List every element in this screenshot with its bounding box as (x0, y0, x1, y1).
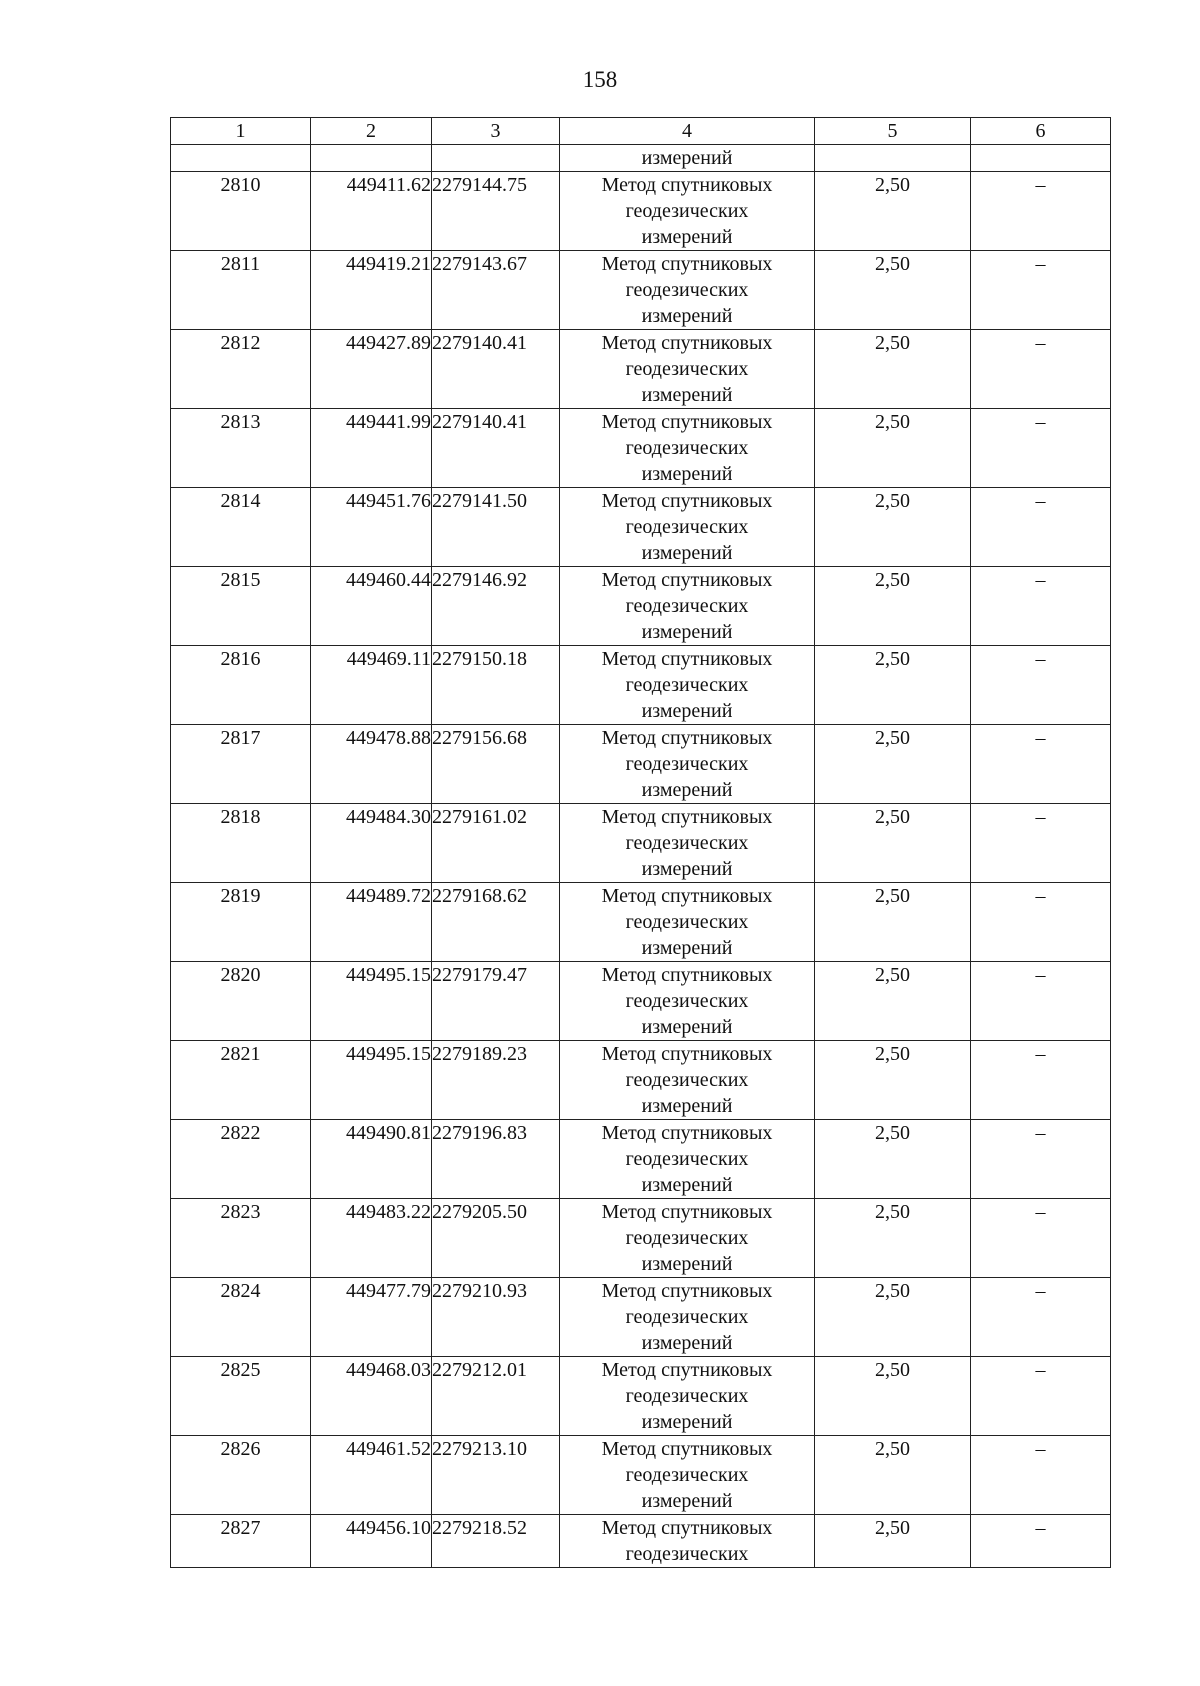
method-cell (560, 172, 815, 251)
y-coordinate: 2279196.83 (432, 1120, 560, 1199)
header-cell: 6 (971, 118, 1111, 145)
note-value: – (971, 1515, 1111, 1568)
method-line: Метод спутниковых (601, 1043, 773, 1065)
point-number: 2814 (171, 488, 311, 567)
table-row (171, 1199, 1111, 1278)
table-row (171, 1120, 1111, 1199)
y-coordinate: 2279144.75 (432, 172, 560, 251)
method-cell (560, 488, 815, 567)
method-line: геодезических (625, 516, 749, 538)
note-value: – (971, 1436, 1111, 1515)
accuracy-value: 2,50 (815, 883, 971, 962)
point-number: 2812 (171, 330, 311, 409)
header-cell: 4 (560, 118, 815, 145)
empty-cell (311, 145, 432, 172)
point-number: 2821 (171, 1041, 311, 1120)
header-cell: 3 (432, 118, 560, 145)
x-coordinate: 449495.15 (311, 962, 432, 1041)
note-value: – (971, 1199, 1111, 1278)
accuracy-value: 2,50 (815, 1278, 971, 1357)
empty-cell (815, 145, 971, 172)
accuracy-value: 2,50 (815, 251, 971, 330)
x-coordinate: 449478.88 (311, 725, 432, 804)
method-line: Метод спутниковых (601, 1517, 773, 1539)
point-number: 2810 (171, 172, 311, 251)
accuracy-value: 2,50 (815, 962, 971, 1041)
continuation-text: измерений (560, 145, 815, 172)
method-line: Метод спутниковых (601, 648, 773, 670)
method-line: геодезических (625, 1543, 749, 1565)
point-number: 2818 (171, 804, 311, 883)
y-coordinate: 2279212.01 (432, 1357, 560, 1436)
method-line: измерений (641, 1253, 733, 1275)
y-coordinate: 2279150.18 (432, 646, 560, 725)
y-coordinate: 2279140.41 (432, 330, 560, 409)
accuracy-value: 2,50 (815, 567, 971, 646)
x-coordinate: 449419.21 (311, 251, 432, 330)
y-coordinate: 2279146.92 (432, 567, 560, 646)
accuracy-value: 2,50 (815, 1041, 971, 1120)
point-number: 2815 (171, 567, 311, 646)
x-coordinate: 449468.03 (311, 1357, 432, 1436)
method-line: измерений (641, 1490, 733, 1512)
method-line: измерений (641, 779, 733, 801)
method-line: измерений (641, 1095, 733, 1117)
method-line: измерений (641, 542, 733, 564)
method-line: Метод спутниковых (601, 1359, 773, 1381)
note-value: – (971, 1120, 1111, 1199)
y-coordinate: 2279189.23 (432, 1041, 560, 1120)
method-line: измерений (641, 1016, 733, 1038)
point-number: 2827 (171, 1515, 311, 1568)
method-line: геодезических (625, 437, 749, 459)
note-value: – (971, 646, 1111, 725)
method-line: измерений (641, 621, 733, 643)
method-cell (560, 1199, 815, 1278)
method-line: Метод спутниковых (601, 253, 773, 275)
header-cell: 5 (815, 118, 971, 145)
y-coordinate: 2279140.41 (432, 409, 560, 488)
x-coordinate: 449469.11 (311, 646, 432, 725)
method-cell (560, 251, 815, 330)
method-line: измерений (641, 305, 733, 327)
table-row (171, 172, 1111, 251)
page-number: 158 (582, 67, 618, 92)
method-line: Метод спутниковых (601, 885, 773, 907)
point-number: 2822 (171, 1120, 311, 1199)
y-coordinate: 2279161.02 (432, 804, 560, 883)
y-coordinate: 2279179.47 (432, 962, 560, 1041)
note-value: – (971, 488, 1111, 567)
note-value: – (971, 251, 1111, 330)
method-line: измерений (641, 226, 733, 248)
x-coordinate: 449411.62 (311, 172, 432, 251)
table-row (171, 804, 1111, 883)
method-cell (560, 646, 815, 725)
header-cell: 1 (171, 118, 311, 145)
method-cell (560, 1515, 815, 1568)
y-coordinate: 2279143.67 (432, 251, 560, 330)
method-line: Метод спутниковых (601, 332, 773, 354)
accuracy-value: 2,50 (815, 1120, 971, 1199)
point-number: 2811 (171, 251, 311, 330)
note-value: – (971, 409, 1111, 488)
method-line: геодезических (625, 911, 749, 933)
method-line: измерений (641, 858, 733, 880)
method-line: геодезических (625, 1385, 749, 1407)
method-cell (560, 1120, 815, 1199)
method-line: измерений (641, 937, 733, 959)
method-line: Метод спутниковых (601, 174, 773, 196)
method-line: геодезических (625, 832, 749, 854)
method-cell (560, 804, 815, 883)
x-coordinate: 449489.72 (311, 883, 432, 962)
note-value: – (971, 883, 1111, 962)
x-coordinate: 449483.22 (311, 1199, 432, 1278)
note-value: – (971, 567, 1111, 646)
x-coordinate: 449427.89 (311, 330, 432, 409)
note-value: – (971, 725, 1111, 804)
accuracy-value: 2,50 (815, 1436, 971, 1515)
method-cell (560, 330, 815, 409)
method-line: геодезических (625, 279, 749, 301)
header-cell: 2 (311, 118, 432, 145)
method-line: геодезических (625, 674, 749, 696)
accuracy-value: 2,50 (815, 804, 971, 883)
table-row (171, 409, 1111, 488)
x-coordinate: 449490.81 (311, 1120, 432, 1199)
y-coordinate: 2279210.93 (432, 1278, 560, 1357)
method-line: геодезических (625, 1069, 749, 1091)
table-row (171, 1515, 1111, 1568)
method-line: геодезических (625, 990, 749, 1012)
method-cell (560, 567, 815, 646)
y-coordinate: 2279168.62 (432, 883, 560, 962)
table-row (171, 567, 1111, 646)
empty-cell (971, 145, 1111, 172)
method-line: геодезических (625, 200, 749, 222)
method-cell (560, 409, 815, 488)
table-row (171, 1041, 1111, 1120)
method-line: Метод спутниковых (601, 964, 773, 986)
table-row (171, 646, 1111, 725)
accuracy-value: 2,50 (815, 488, 971, 567)
y-coordinate: 2279218.52 (432, 1515, 560, 1568)
empty-cell (432, 145, 560, 172)
table-row (171, 962, 1111, 1041)
x-coordinate: 449441.99 (311, 409, 432, 488)
accuracy-value: 2,50 (815, 330, 971, 409)
accuracy-value: 2,50 (815, 172, 971, 251)
point-number: 2823 (171, 1199, 311, 1278)
note-value: – (971, 804, 1111, 883)
method-line: Метод спутниковых (601, 411, 773, 433)
header-row (171, 118, 1111, 145)
note-value: – (971, 1041, 1111, 1120)
method-line: Метод спутниковых (601, 1122, 773, 1144)
x-coordinate: 449495.15 (311, 1041, 432, 1120)
x-coordinate: 449460.44 (311, 567, 432, 646)
method-line: Метод спутниковых (601, 569, 773, 591)
x-coordinate: 449456.10 (311, 1515, 432, 1568)
x-coordinate: 449484.30 (311, 804, 432, 883)
note-value: – (971, 172, 1111, 251)
method-cell (560, 1278, 815, 1357)
point-number: 2813 (171, 409, 311, 488)
method-line: геодезических (625, 1464, 749, 1486)
method-line: Метод спутниковых (601, 490, 773, 512)
table-row (171, 330, 1111, 409)
table-row (171, 1357, 1111, 1436)
y-coordinate: 2279213.10 (432, 1436, 560, 1515)
method-line: геодезических (625, 358, 749, 380)
coordinates-table (170, 117, 1111, 1568)
point-number: 2820 (171, 962, 311, 1041)
method-line: геодезических (625, 1148, 749, 1170)
point-number: 2816 (171, 646, 311, 725)
table-row (171, 251, 1111, 330)
method-cell (560, 1436, 815, 1515)
point-number: 2825 (171, 1357, 311, 1436)
method-cell (560, 883, 815, 962)
table-row (171, 488, 1111, 567)
method-line: измерений (641, 1411, 733, 1433)
accuracy-value: 2,50 (815, 725, 971, 804)
method-line: геодезических (625, 1227, 749, 1249)
x-coordinate: 449461.52 (311, 1436, 432, 1515)
y-coordinate: 2279141.50 (432, 488, 560, 567)
method-cell (560, 1357, 815, 1436)
table-row (171, 1278, 1111, 1357)
method-line: Метод спутниковых (601, 727, 773, 749)
method-line: геодезических (625, 595, 749, 617)
method-cell (560, 1041, 815, 1120)
continuation-row (171, 145, 1111, 172)
table-row (171, 1436, 1111, 1515)
accuracy-value: 2,50 (815, 1357, 971, 1436)
accuracy-value: 2,50 (815, 409, 971, 488)
note-value: – (971, 1357, 1111, 1436)
point-number: 2819 (171, 883, 311, 962)
point-number: 2826 (171, 1436, 311, 1515)
note-value: – (971, 330, 1111, 409)
method-line: измерений (641, 700, 733, 722)
table-row (171, 725, 1111, 804)
method-line: измерений (641, 384, 733, 406)
note-value: – (971, 1278, 1111, 1357)
method-line: Метод спутниковых (601, 1280, 773, 1302)
y-coordinate: 2279156.68 (432, 725, 560, 804)
point-number: 2817 (171, 725, 311, 804)
accuracy-value: 2,50 (815, 1515, 971, 1568)
x-coordinate: 449477.79 (311, 1278, 432, 1357)
method-line: измерений (641, 1174, 733, 1196)
accuracy-value: 2,50 (815, 1199, 971, 1278)
method-line: Метод спутниковых (601, 1438, 773, 1460)
method-line: Метод спутниковых (601, 806, 773, 828)
accuracy-value: 2,50 (815, 646, 971, 725)
y-coordinate: 2279205.50 (432, 1199, 560, 1278)
method-line: геодезических (625, 753, 749, 775)
x-coordinate: 449451.76 (311, 488, 432, 567)
note-value: – (971, 962, 1111, 1041)
table-body (171, 118, 1111, 1568)
method-cell (560, 962, 815, 1041)
method-line: Метод спутниковых (601, 1201, 773, 1223)
point-number: 2824 (171, 1278, 311, 1357)
method-line: измерений (641, 1332, 733, 1354)
method-cell (560, 725, 815, 804)
table-row (171, 883, 1111, 962)
method-line: измерений (641, 463, 733, 485)
method-line: геодезических (625, 1306, 749, 1328)
empty-cell (171, 145, 311, 172)
